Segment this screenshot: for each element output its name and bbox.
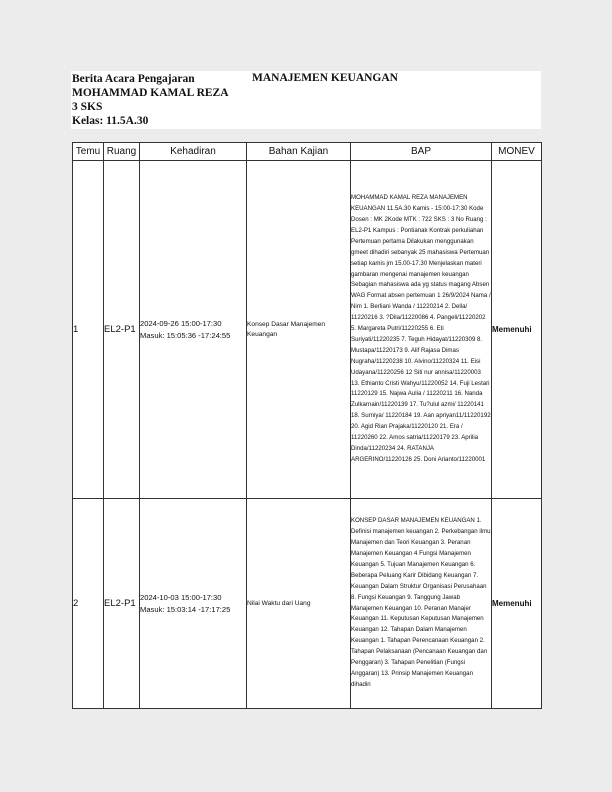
report-type: Berita Acara Pengajaran xyxy=(72,73,195,85)
attendance-cell xyxy=(140,499,247,709)
room: EL2-P1 xyxy=(104,161,140,499)
attendance-cell xyxy=(140,161,247,499)
study-material: Konsep Dasar Manajemen Keuangan xyxy=(247,161,351,499)
column-header-kehadiran: Kehadiran xyxy=(140,143,247,161)
table-row xyxy=(73,161,542,499)
lecture-report: MOHAMMAD KAMAL REZA MANAJEMEN KEUANGAN 11.5A.30 Kamis - 15:00-17:30 Kode Dosen : MK 2Kode MTK : 722 SKS : 3 No Ruang : EL2-P1 Kampus : Pontianak Kontrak perkuliahan Pertemuan pertama Dilakukan menggunakan gmeet dihadiri sebanyak 25 mahasiswa Pertemuan setiap kamis jm 15.00-17.30 Menjelaskan materi gambaran mengenai manajemen keuangan Sebagian mahasiswa ada yg status magang Absen WAG Format absen pertemuan 1 26/9/2024 Nama / Nim 1. Berliani Wanda / 11220214 2. Della/ 11220216 3. ?Dila/11220086 4. Pangeli/11220202 5. Margareta Putri/11220255 6. Eti Suriyati/11220235 7. Teguh Hidayat/11220309 8. Mustapa/11220173 9. Alif Rajasa Dimas Nugraha/11220238 10. Alvino/11220324 11. Eisi Udayana/11220256 12 Siti nur annisa/11220003 13. Ethianto Cristi Wahyu/11220052 14. Fuji Lestari 11220129 15. Najwa Aulia / 11220211 16. Nanda Zulkarnain/11220139 17. Tu?ulul azmi/ 11220141 18. Surniya/ 11220184 19. Aan apriyan11/11220192 20. Agid Rian Prajaka/11220120 21. Era / 11220260 22. Amos satria/11220179 23. Aprilia Dinda/11220234 24. RATANJA ARGERINO/11220126 25. Doni Arianto/11220001 xyxy=(351,161,492,499)
column-header-bahan-kajian: Bahan Kajian xyxy=(247,143,351,161)
column-header-monev: MONEV xyxy=(492,143,542,161)
table-row xyxy=(73,499,542,709)
meeting-number: 1 xyxy=(73,161,104,499)
monev-status: Memenuhi xyxy=(492,499,542,709)
table-header-row xyxy=(73,143,542,161)
monev-status: Memenuhi xyxy=(492,161,542,499)
attendance-schedule: 2024-10-03 15:00-17:30 xyxy=(140,592,222,602)
lecture-report: KONSEP DASAR MANAJEMEN KEUANGAN 1. Definisi manajemen keuangan 2. Perkebangan ilmu Manajemen dan Teori Keuangan 3. Peranan Manajemen Keuangan 4 Fungsi Manajemen Keuangan 5. Tujuan Manajemen Keuangan 6. Beberapa Peluang Karir Dibidang Keuangan 7. Keuangan Dalam Struktur Organisasi Perusahaan 8. Fungsi Keuangan 9. Tanggung Jawab Manajemen Keuangan 10. Peranan Manajer Keuangan 11. Keputusan Keputusan Manajemen Keuangan 12. Tahapan Dalam Manajemen Keuangan 1. Tahapan Perencanaan Keuangan 2. Tahapan Pelaksanaan (Pencanaan Keuangan dan Penggaran) 3. Tahapan Penelitian (Fungsi Anggaran) 13. Prinsip Manajemen Keuangan dihadiri xyxy=(351,499,492,709)
column-header-ruang: Ruang xyxy=(104,143,140,161)
attendance-schedule: 2024-09-26 15:00-17:30 xyxy=(140,318,222,328)
report-header xyxy=(71,71,541,129)
room: EL2-P1 xyxy=(104,499,140,709)
course-title: MANAJEMEN KEUANGAN xyxy=(252,72,398,84)
class-code: Kelas: 11.5A.30 xyxy=(72,115,149,127)
credit-units: 3 SKS xyxy=(72,101,103,113)
study-material: Nilai Waktu dari Uang xyxy=(247,499,351,709)
lecturer-name: MOHAMMAD KAMAL REZA xyxy=(72,87,229,99)
attendance-table xyxy=(72,142,542,709)
attendance-check-in: Masuk: 15:05:36 -17:24:55 xyxy=(140,330,231,340)
column-header-temu: Temu xyxy=(73,143,104,161)
meeting-number: 2 xyxy=(73,499,104,709)
attendance-check-in: Masuk: 15:03:14 -17:17:25 xyxy=(140,604,231,614)
column-header-bap: BAP xyxy=(351,143,492,161)
